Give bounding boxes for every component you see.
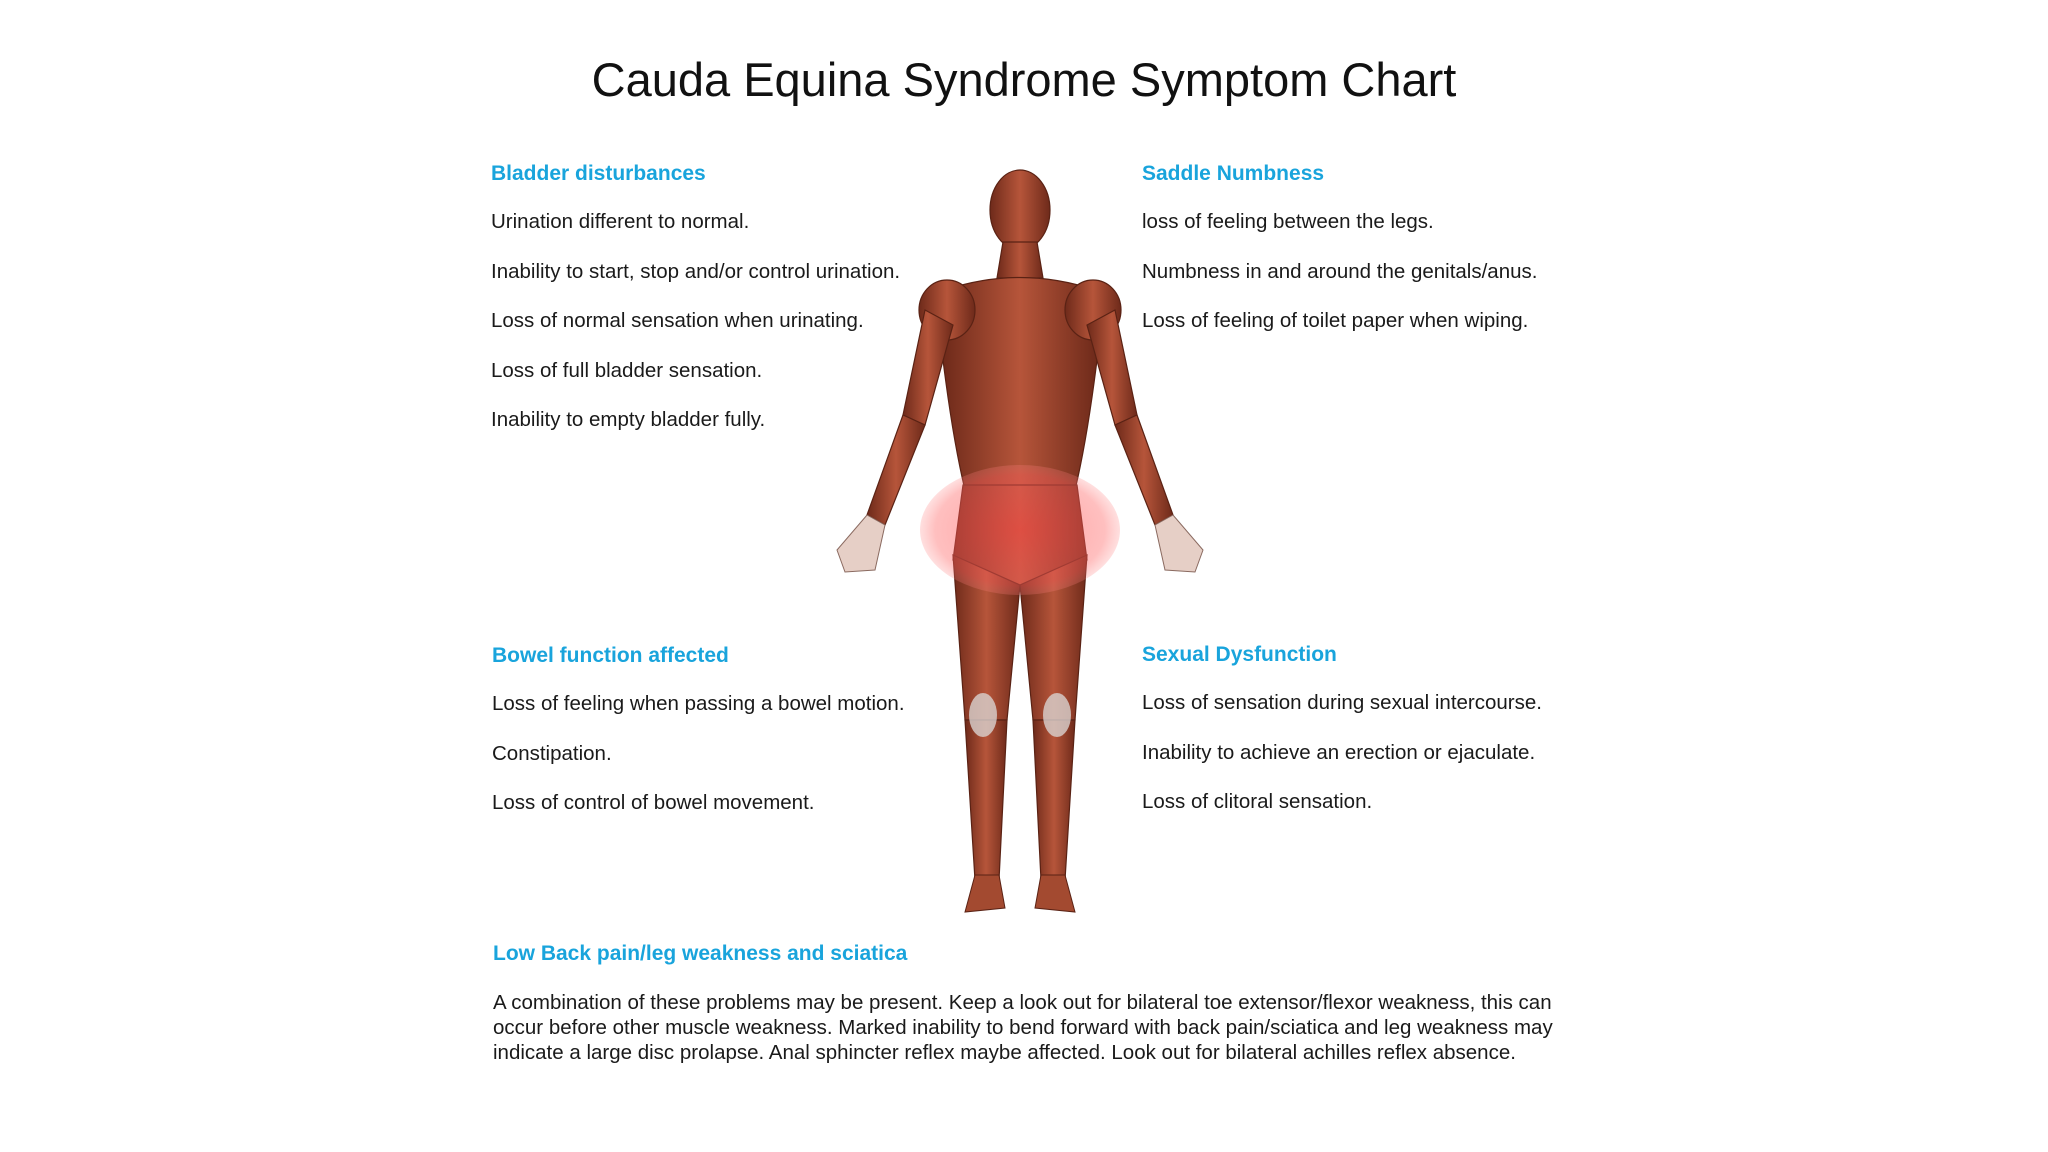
sexual-item: Inability to achieve an erection or ejaculate.	[1142, 740, 1536, 764]
page-title: Cauda Equina Syndrome Symptom Chart	[591, 53, 1457, 106]
right-knee	[1043, 693, 1071, 737]
left-hand	[837, 515, 885, 572]
bowel-item: Loss of feeling when passing a bowel motion.	[492, 692, 905, 715]
left-forearm	[867, 415, 925, 525]
saddle-area-highlight	[920, 465, 1120, 595]
feet	[965, 875, 1075, 912]
neck	[997, 242, 1043, 278]
left-knee	[969, 693, 997, 737]
right-foot	[1035, 875, 1075, 912]
bladder-item: Inability to empty bladder fully.	[491, 408, 766, 431]
bladder-item: Inability to start, stop and/or control urination.	[491, 259, 901, 283]
bladder-item: Urination different to normal.	[491, 210, 750, 233]
head	[990, 170, 1050, 250]
sexual-heading: Sexual Dysfunction	[1142, 643, 1337, 666]
bladder-heading: Bladder disturbances	[491, 162, 706, 185]
bowel-item: Loss of control of bowel movement.	[492, 791, 815, 814]
bladder-item: Loss of normal sensation when urinating.	[491, 309, 864, 332]
left-foot	[965, 875, 1005, 912]
saddle-item: Loss of feeling of toilet paper when wiping.	[1142, 309, 1529, 332]
bowel-item: Constipation.	[492, 741, 612, 765]
right-shin	[1033, 720, 1075, 880]
lowback-heading: Low Back pain/leg weakness and sciatica	[493, 942, 908, 965]
bladder-item: Loss of full bladder sensation.	[491, 358, 763, 382]
lowback-text: A combination of these problems may be present. Keep a look out for bilateral toe extensor/flexor weakness, this can occur before other muscle weakness. Marked inability to bend forward with back pain/sciatica and leg weakness may indicate a large disc prolapse. Anal sphincter reflex maybe affected. Look out for bilateral achilles reflex absence.	[493, 991, 1553, 1064]
right-forearm	[1115, 415, 1173, 525]
saddle-item: Numbness in and around the genitals/anus.	[1142, 259, 1538, 283]
saddle-item: loss of feeling between the legs.	[1142, 210, 1434, 233]
sexual-item: Loss of sensation during sexual intercourse.	[1142, 691, 1542, 714]
anatomy-figure	[775, 160, 1275, 960]
bowel-heading: Bowel function affected	[492, 644, 729, 667]
sexual-item: Loss of clitoral sensation.	[1142, 790, 1373, 813]
right-hand	[1155, 515, 1203, 572]
lowback-section	[493, 942, 1553, 1065]
saddle-heading: Saddle Numbness	[1142, 162, 1325, 185]
left-shin	[965, 720, 1007, 880]
